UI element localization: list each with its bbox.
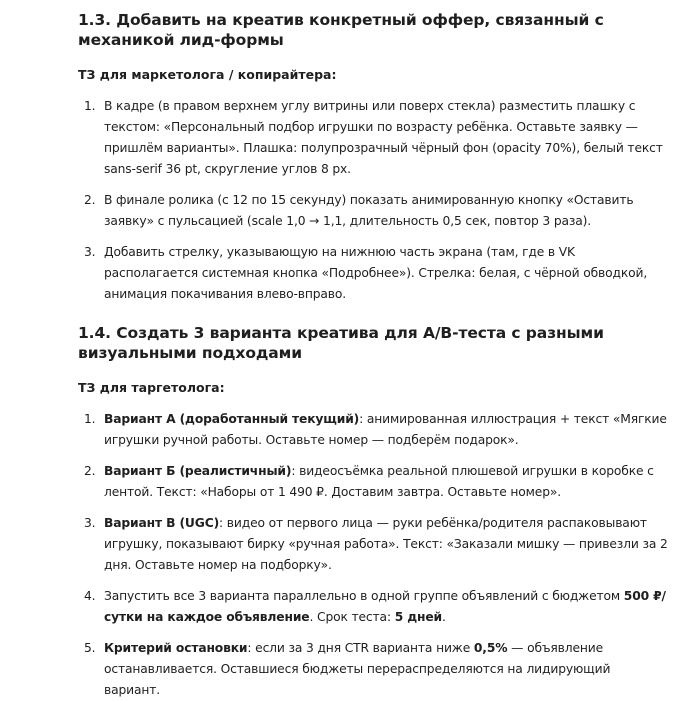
list-item (78, 242, 670, 305)
ctr-threshold: 0,5% (473, 641, 508, 655)
list-item-text: : видеосъёмка реальной плюшевой игрушки в коробке с лентой. Текст: «Наборы от 1 490 ₽. Доставим завтра. Оставьте номер». (104, 464, 654, 499)
list-item-text: В финале ролика (с 12 по 15 секунду) показать анимированную кнопку «Оставить заявку» с пульсацией (scale 1,0 → 1,1, длительность 0,5 сек, повтор 3 раза). (104, 193, 634, 228)
list-number: 3. (84, 516, 96, 530)
section-subheading: ТЗ для таргетолога: (78, 380, 225, 395)
list-item (78, 513, 670, 576)
section-subheading: ТЗ для маркетолога / копирайтера: (78, 67, 337, 82)
task-list (78, 409, 670, 701)
list-number: 2. (84, 464, 96, 478)
list-number: 3. (84, 245, 96, 259)
section-heading: 1.3. Добавить на креатив конкретный оффер, связанный с механикой лид-формы (78, 11, 604, 49)
list-item-text: . (442, 610, 446, 624)
list-item (78, 638, 670, 701)
list-item (78, 409, 670, 451)
list-number: 4. (84, 589, 96, 603)
list-number: 1. (84, 412, 96, 426)
list-item-text: Запустить все 3 варианта параллельно в одной группе объявлений с бюджетом (104, 589, 624, 603)
criterion-label: Критерий остановки (104, 641, 248, 655)
list-number: 5. (84, 641, 96, 655)
list-number: 2. (84, 193, 96, 207)
list-item (78, 586, 670, 628)
budget-value: 500 ₽/сутки на каждое объявление (104, 589, 666, 624)
list-item (78, 96, 670, 180)
list-item-text: В кадре (в правом верхнем углу витрины или поверх стекла) разместить плашку с текстом: «Персональный подбор игрушки по возрасту ребёнка. Оставьте заявку — пришлём варианты». Плашка: полупрозрачный чёрный фон (opacity 70%), белый текст sans-serif 36 pt, скругление углов 8 px. (104, 99, 663, 176)
list-item-text: : анимированная иллюстрация + текст «Мягкие игрушки ручной работы. Оставьте номер — подберём подарок». (104, 412, 667, 447)
section-heading: 1.4. Создать 3 варианта креатива для A/B-теста с разными визуальными подходами (78, 324, 604, 362)
list-item (78, 190, 670, 232)
list-item-text: : если за 3 дня CTR варианта ниже (247, 641, 474, 655)
list-item-text: — объявление останавливается. Оставшиеся бюджеты перераспределяются на лидирующий вариант. (104, 641, 611, 697)
list-item-text: : видео от первого лица — руки ребёнка/родителя распаковывают игрушку, показывают бирку «ручная работа». Текст: «Заказали мишку — привезли за 2 дня. Оставьте номер на подборку». (104, 516, 668, 572)
variant-label: Вариант А (доработанный текущий) (104, 412, 360, 426)
list-item-text: . Срок теста: (309, 610, 395, 624)
list-number: 1. (84, 99, 96, 113)
task-list (78, 96, 670, 305)
variant-label: Вариант Б (реалистичный) (104, 464, 292, 478)
list-item (78, 461, 670, 503)
variant-label: Вариант В (UGC) (104, 516, 220, 530)
list-item-text: Добавить стрелку, указывающую на нижнюю часть экрана (там, где в VK располагается системная кнопка «Подробнее»). Стрелка: белая, с чёрной обводкой, анимация покачивания влево-вправо. (104, 245, 648, 301)
test-duration: 5 дней (394, 610, 443, 624)
